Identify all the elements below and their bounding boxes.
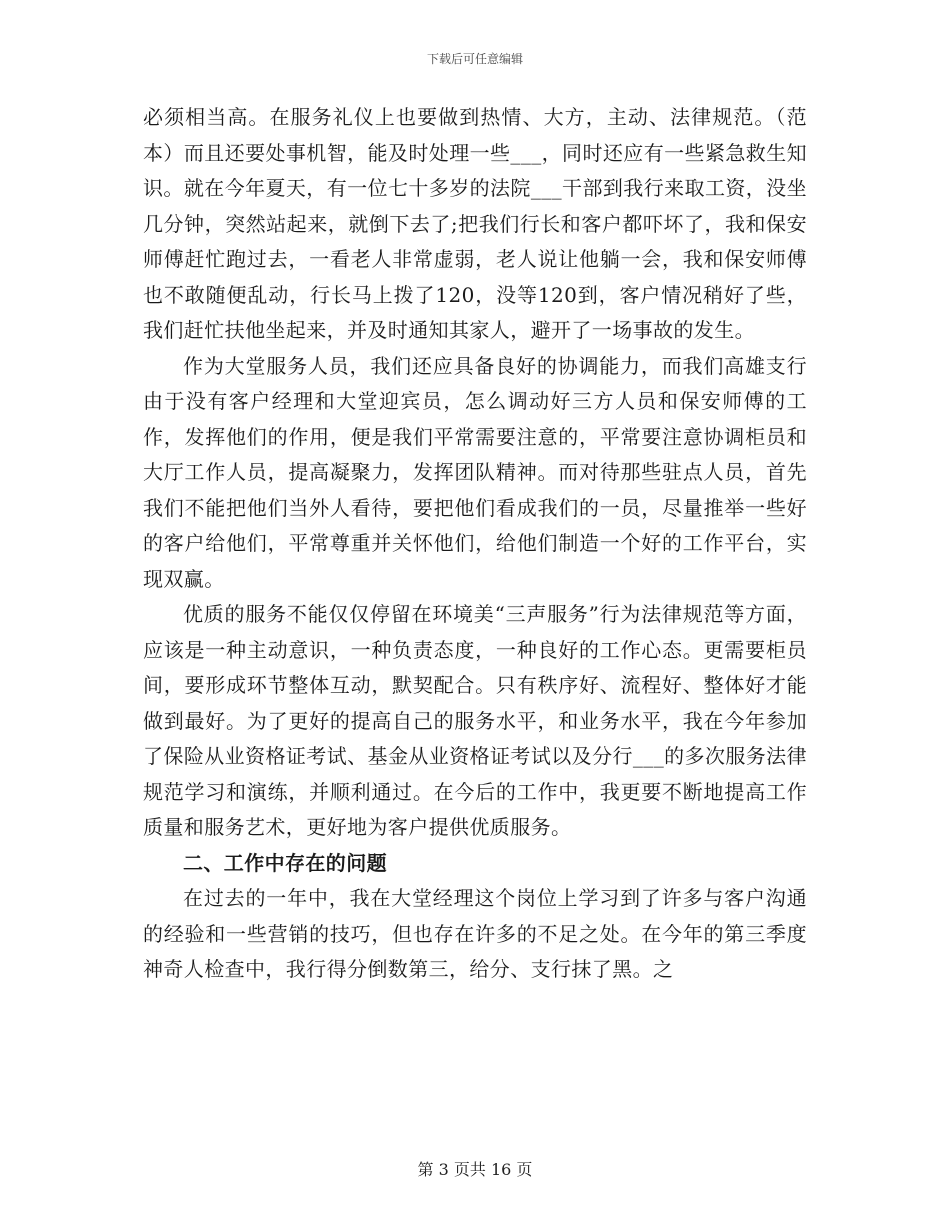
page-number: 第 3 页共 16 页 bbox=[417, 1160, 533, 1179]
paragraph-1: 必须相当高。在服务礼仪上也要做到热情、大方，主动、法律规范。（范本）而且还要处事机智，能及时处理一些___，同时还应有一些紧急救生知识。就在今年夏天，有一位七十多岁的法院___干部到我行来取工资，没坐几分钟，突然站起来，就倒下去了;把我们行长和客户都吓坏了，我和保安师傅赶忙跑过去，一看老人非常虚弱，老人说让他躺一会，我和保安师傅也不敢随便乱动，行长马上拨了120，没等120到，客户情况稍好了些，我们赶忙扶他坐起来，并及时通知其家人，避开了一场事故的发生。 bbox=[143, 105, 807, 342]
paragraph-2: 作为大堂服务人员，我们还应具备良好的协调能力，而我们高雄支行由于没有客户经理和大堂迎宾员，怎么调动好三方人员和保安师傅的工作，发挥他们的作用，便是我们平常需要注意的，平常要注意协调柜员和大厅工作人员，提高凝聚力，发挥团队精神。而对待那些驻点人员，首先我们不能把他们当外人看待，要把他们看成我们的一员，尽量推举一些好的客户给他们，平常尊重并关怀他们，给他们制造一个好的工作平台，实现双赢。 bbox=[143, 353, 807, 591]
paragraph-4: 在过去的一年中，我在大堂经理这个岗位上学习到了许多与客户沟通的经验和一些营销的技巧，但也存在许多的不足之处。在今年的第三季度神奇人检查中，我行得分倒数第三，给分、支行抹了黑。之 bbox=[143, 886, 807, 981]
section-heading: 二、工作中存在的问题 bbox=[183, 850, 387, 875]
paragraph-3: 优质的服务不能仅仅停留在环境美“三声服务”行为法律规范等方面，应该是一种主动意识，一种负责态度，一种良好的工作心态。更需要柜员间，要形成环节整体互动，默契配合。只有秩序好、流程好、整体好才能做到最好。为了更好的提高自己的服务水平，和业务水平，我在今年参加了保险从业资格证考试、基金从业资格证考试以及分行___的多次服务法律规范学习和演练，并顺利通过。在今后的工作中，我更要不断地提高工作质量和服务艺术，更好地为客户提供优质服务。 bbox=[143, 602, 807, 839]
document-body bbox=[143, 100, 807, 988]
header-note: 下载后可任意编辑 bbox=[426, 52, 523, 66]
